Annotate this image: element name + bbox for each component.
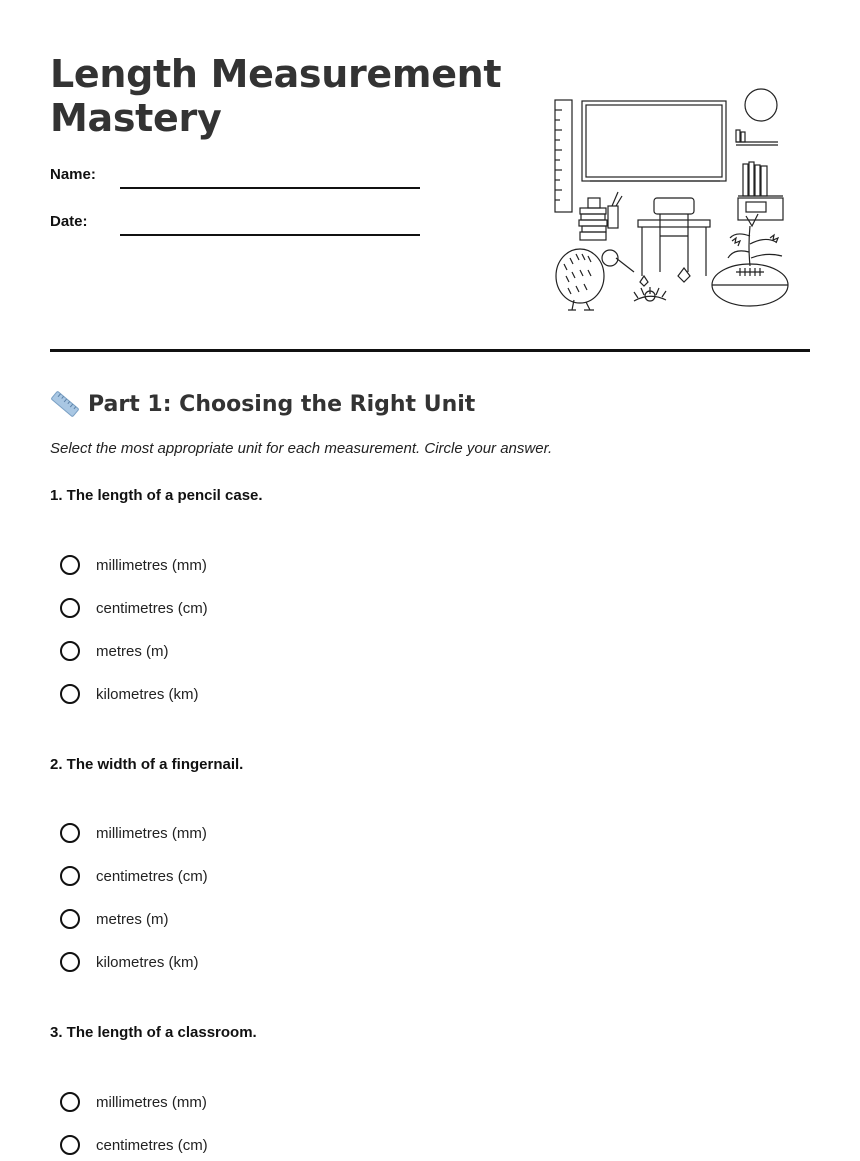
title-line-2: Mastery: [50, 96, 222, 140]
radio-circle[interactable]: [60, 952, 80, 972]
ruler-icon: [50, 389, 80, 419]
desk-icon: [638, 220, 710, 276]
radio-circle[interactable]: [60, 823, 80, 843]
q2-option-mm[interactable]: [60, 820, 207, 846]
worksheet-title: [50, 52, 520, 140]
radio-circle[interactable]: [60, 1135, 80, 1155]
radio-circle[interactable]: [60, 641, 80, 661]
kiwi-bird-icon: [556, 249, 634, 310]
name-label: Name:: [50, 166, 96, 183]
part1-instructions: Select the most appropriate unit for each measurement. Circle your answer.: [50, 440, 553, 457]
rugby-ball-icon: [712, 264, 788, 306]
question-3-text: 3. The length of a classroom.: [50, 1024, 257, 1041]
question-2-text: 2. The width of a fingernail.: [50, 756, 244, 773]
name-field[interactable]: [120, 187, 420, 189]
q1-option-mm[interactable]: [60, 552, 207, 578]
option-label: metres (m): [96, 642, 169, 660]
part1-heading: [50, 388, 475, 420]
option-label: millimetres (mm): [96, 556, 207, 574]
title-line-1: Length Measurement: [50, 52, 502, 96]
question-1-text: 1. The length of a pencil case.: [50, 487, 263, 504]
ruler-icon: [555, 100, 572, 212]
q2-option-m[interactable]: [60, 906, 169, 932]
q1-option-km[interactable]: [60, 681, 199, 707]
option-label: kilometres (km): [96, 953, 199, 971]
radio-circle[interactable]: [60, 684, 80, 704]
q1-option-m[interactable]: [60, 638, 169, 664]
part1-title: Part 1: Choosing the Right Unit: [88, 391, 476, 417]
books-icon: [738, 162, 783, 220]
q2-option-cm[interactable]: [60, 863, 208, 889]
option-label: centimetres (cm): [96, 1136, 208, 1154]
pencil-cup-icon: [579, 192, 622, 240]
clock-icon: [745, 89, 777, 121]
option-label: metres (m): [96, 910, 169, 928]
date-label: Date:: [50, 213, 88, 230]
option-label: millimetres (mm): [96, 1093, 207, 1111]
radio-circle[interactable]: [60, 909, 80, 929]
q3-option-cm[interactable]: [60, 1132, 208, 1158]
radio-circle[interactable]: [60, 1092, 80, 1112]
radio-circle[interactable]: [60, 866, 80, 886]
option-label: centimetres (cm): [96, 867, 208, 885]
radio-circle[interactable]: [60, 598, 80, 618]
q3-option-mm[interactable]: [60, 1089, 207, 1115]
header-divider: [50, 349, 810, 352]
chair-icon: [654, 198, 694, 272]
potted-fern-icon: [728, 214, 782, 266]
date-field[interactable]: [120, 234, 420, 236]
option-label: centimetres (cm): [96, 599, 208, 617]
whiteboard-icon: [582, 101, 726, 181]
option-label: millimetres (mm): [96, 824, 207, 842]
radio-circle[interactable]: [60, 555, 80, 575]
q2-option-km[interactable]: [60, 949, 199, 975]
option-label: kilometres (km): [96, 685, 199, 703]
shelf-icon: [736, 130, 778, 145]
classroom-illustration: [550, 86, 795, 311]
q1-option-cm[interactable]: [60, 595, 208, 621]
